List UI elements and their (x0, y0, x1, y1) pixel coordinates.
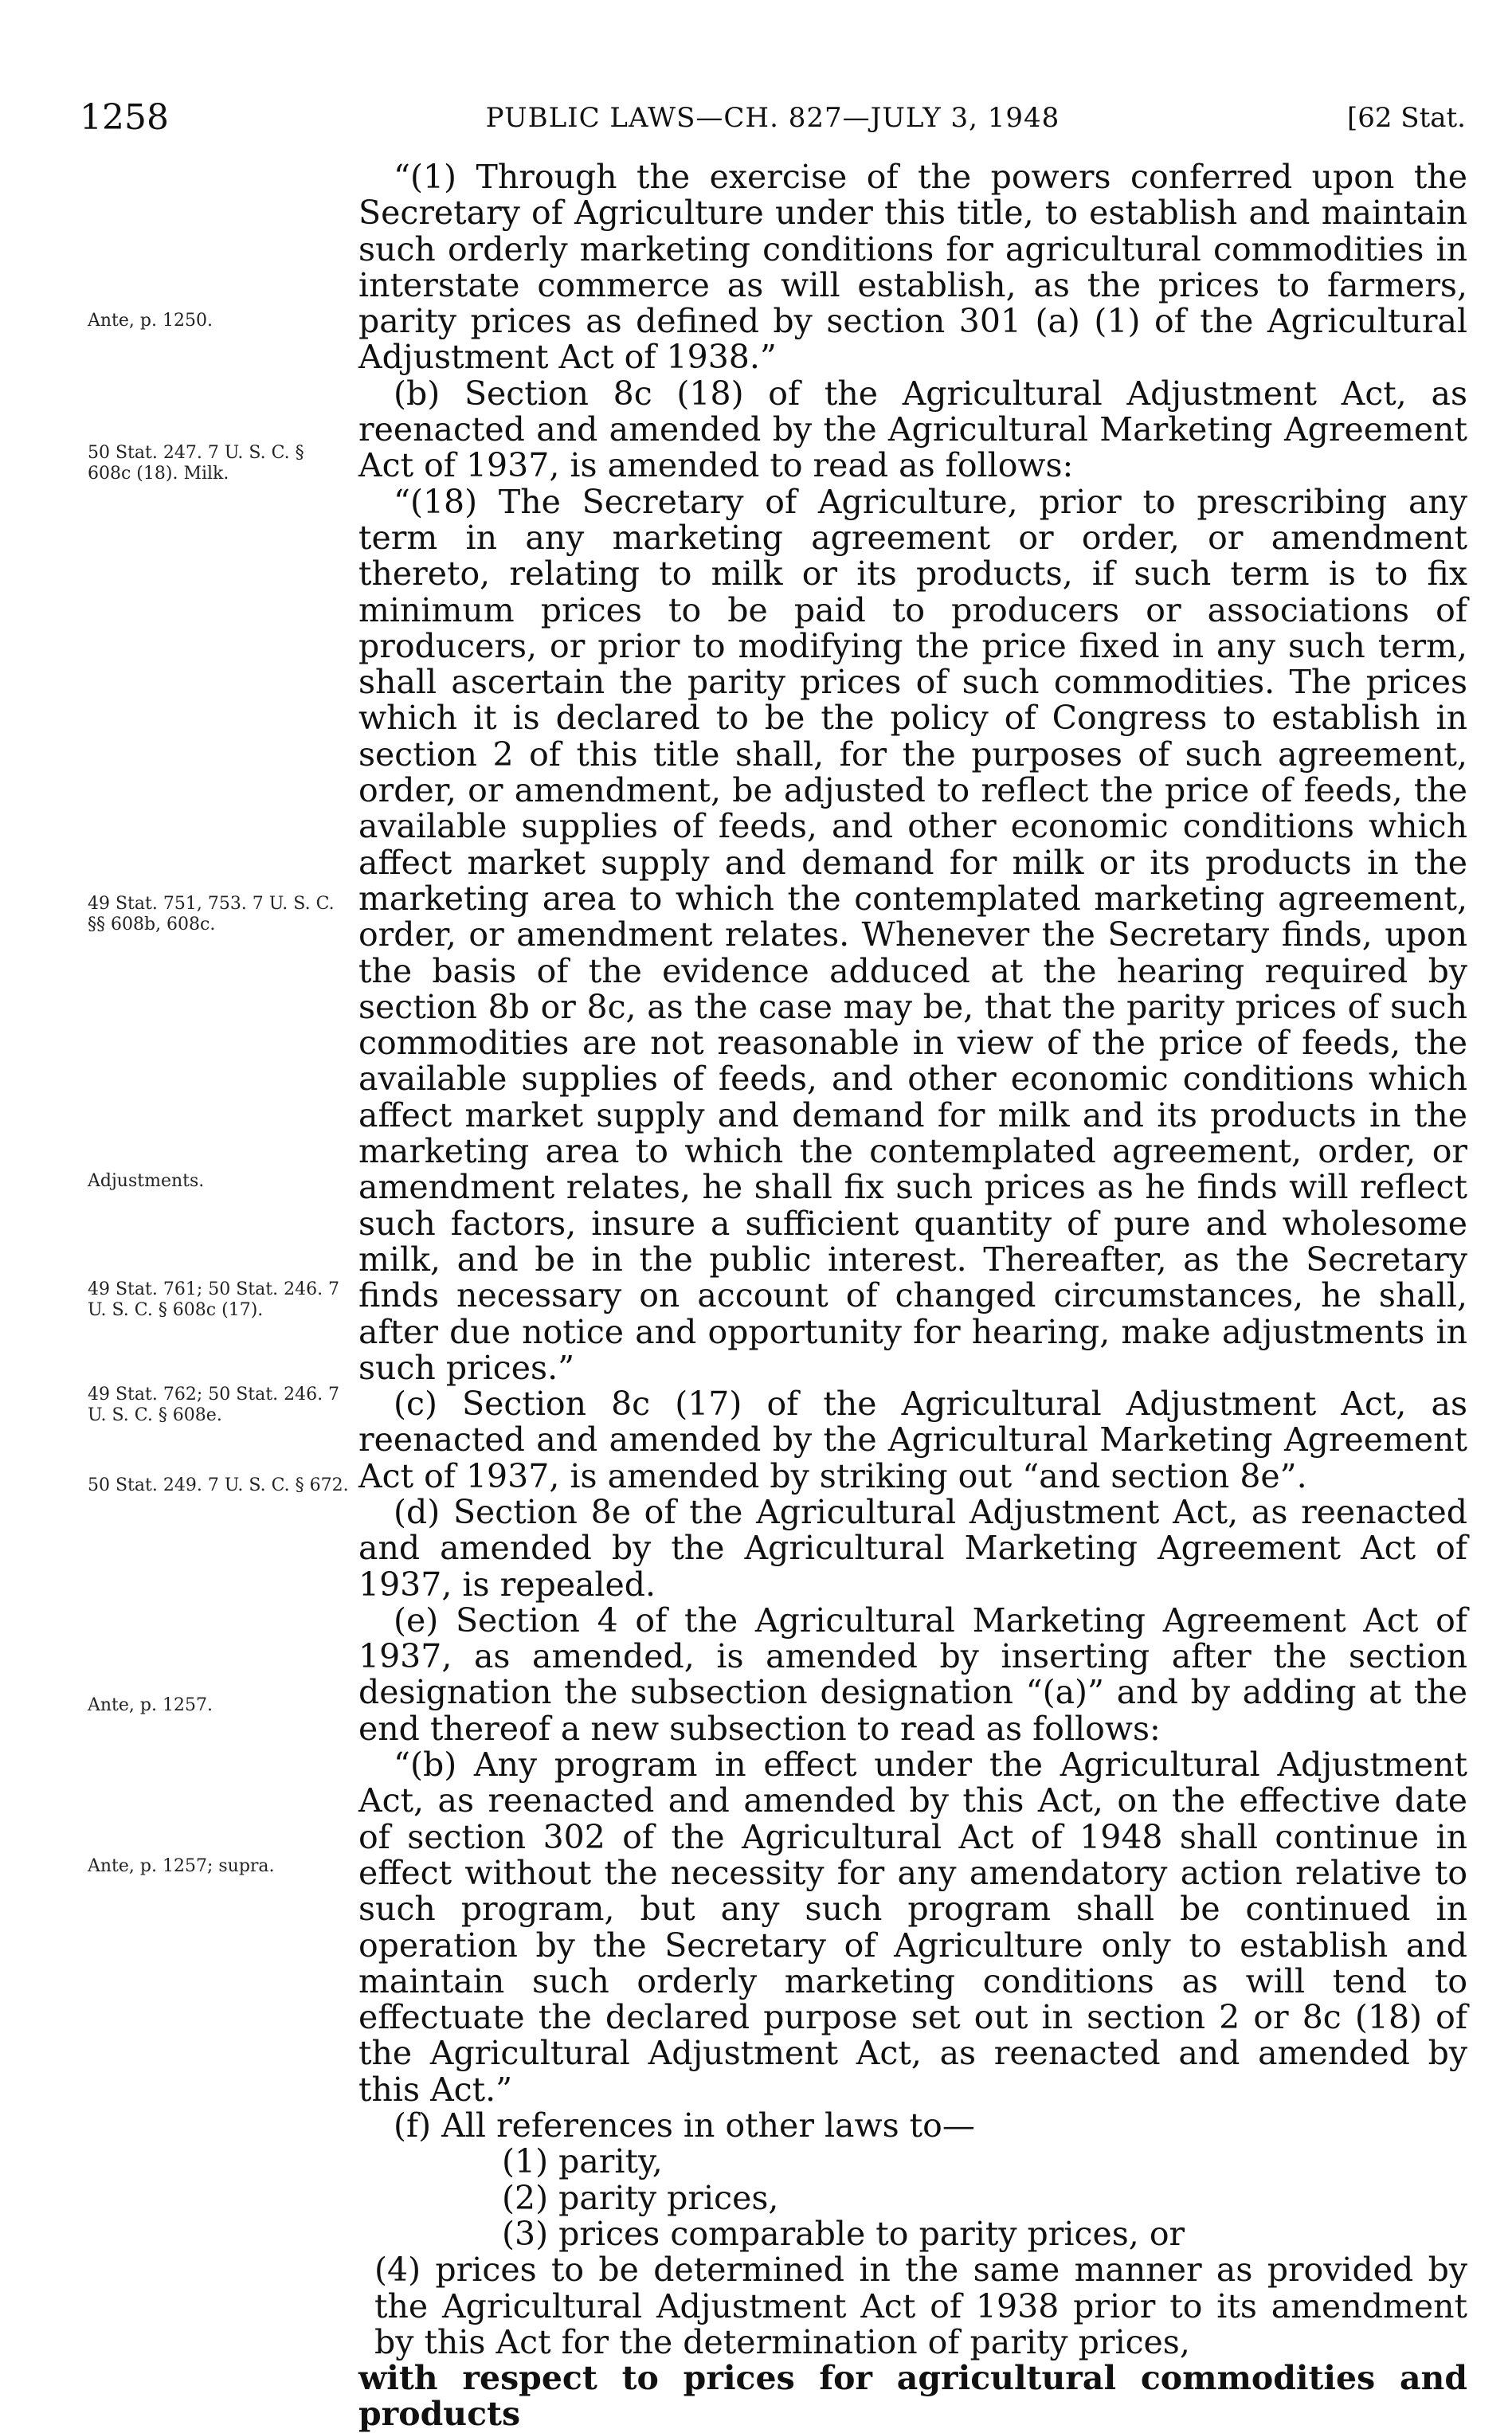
body-text (358, 159, 1467, 2433)
list-item: (3) prices comparable to parity prices, or (502, 2214, 1185, 2253)
paragraph: “(1) Through the exercise of the powers conferred upon the Secretary of Agriculture under this title, to establish and maintain such orderly marketing conditions for agricultural commodities in interstate commerce as will establish, as the prices to farmers, parity prices as defined by section 301 (a) (1) of the Agricultural Adjustment Act of 1938.” (358, 158, 1467, 377)
paragraph: (c) Section 8c (17) of the Agricultural Adjustment Act, as reenacted and amended by the Agricultural Marketing Agreement Act of 1937, is amended by striking out “and section 8e”. (358, 1385, 1467, 1495)
paragraph: (d) Section 8e of the Agricultural Adjustment Act, as reenacted and amended by the Agricultural Marketing Agreement Act of 1937, is repealed. (358, 1492, 1467, 1604)
margin-note: Ante, p. 1257; supra. (88, 1856, 275, 1876)
running-head (80, 94, 1466, 142)
list-item: (1) parity, (502, 2142, 663, 2181)
paragraph: with respect to prices for agricultural commodities and products (358, 2359, 1467, 2433)
statute-reference: [62 Stat. (1346, 102, 1466, 134)
list-item: (4) prices to be determined in the same manner as provided by the Agricultural Adjustment Act of 1938 prior to its amendment by this Act for the determination of parity prices, (374, 2251, 1467, 2361)
margin-note: Ante, p. 1257. (88, 1695, 213, 1715)
paragraph: (f) All references in other laws to— (394, 2106, 975, 2145)
margin-note: Ante, p. 1250. (88, 311, 213, 331)
margin-note: 49 Stat. 751, 753. 7 U. S. C. §§ 608b, 608c. (88, 894, 335, 934)
paragraph: “(18) The Secretary of Agriculture, prior to prescribing any term in any marketing agreement or order, or amendment thereto, relating to milk or its products, if such term is to fix minimum prices to be paid to producers or associations of producers, or prior to modifying the price fixed in any such term, shall ascertain the parity prices of such commodities. The prices which it is declared to be the policy of Congress to establish in section 2 of this title shall, for the purposes of such agreement, order, or amendment, be adjusted to reflect the price of feeds, the available supplies of feeds, and other economic conditions which affect market supply and demand for milk or its products in the marketing area to which the contemplated marketing agreement, order, or amendment relates. Whenever the Secretary finds, upon the basis of the evidence adduced at the hearing required by section 8b or 8c, as the case may be, that the parity prices of such commodities are not reasonable in view of the price of feeds, the available supplies of feeds, and other economic conditions which affect market supply and demand for milk and its products in the marketing area to which the contemplated agreement, order, or amendment relates, he shall fix such prices as he finds will reflect such factors, insure a sufficient quantity of pure and wholesome milk, and be in the public interest. Thereafter, as the Secretary finds necessary on account of changed circumstances, he shall, after due notice and opportunity for hearing, make adjustments in such prices.” (358, 482, 1467, 1387)
page-number: 1258 (80, 97, 169, 138)
margin-note: Adjustments. (88, 1171, 205, 1191)
margin-note: 50 Stat. 247. 7 U. S. C. § 608c (18). Milk. (88, 443, 304, 484)
list-item: (2) parity prices, (502, 2178, 779, 2217)
paragraph: (b) Section 8c (18) of the Agricultural Adjustment Act, as reenacted and amended by the Agricultural Marketing Agreement Act of 1937, is amended to read as follows: (358, 374, 1467, 485)
margin-note: 49 Stat. 762; 50 Stat. 246. 7 U. S. C. § 608e. (88, 1385, 340, 1425)
margin-note: 49 Stat. 761; 50 Stat. 246. 7 U. S. C. § 608c (17). (88, 1279, 340, 1320)
margin-note: 50 Stat. 249. 7 U. S. C. § 672. (88, 1475, 349, 1495)
running-title: PUBLIC LAWS—CH. 827—JULY 3, 1948 (485, 102, 1060, 134)
paragraph: “(b) Any program in effect under the Agricultural Adjustment Act, as reenacted and amended by this Act, on the effective date of section 302 of the Agricultural Act of 1948 shall continue in effect without the necessity for any amendatory action relative to such program, but any such program shall be continued in operation by the Secretary of Agriculture only to establish and maintain such orderly marketing conditions as will tend to effectuate the declared purpose set out in section 2 or 8c (18) of the Agricultural Adjustment Act, as reenacted and amended by this Act.” (358, 1745, 1467, 2109)
paragraph: (e) Section 4 of the Agricultural Marketing Agreement Act of 1937, as amended, is amended by inserting after the section designation the subsection designation “(a)” and by adding at the end thereof a new subsection to read as follows: (358, 1600, 1467, 1748)
